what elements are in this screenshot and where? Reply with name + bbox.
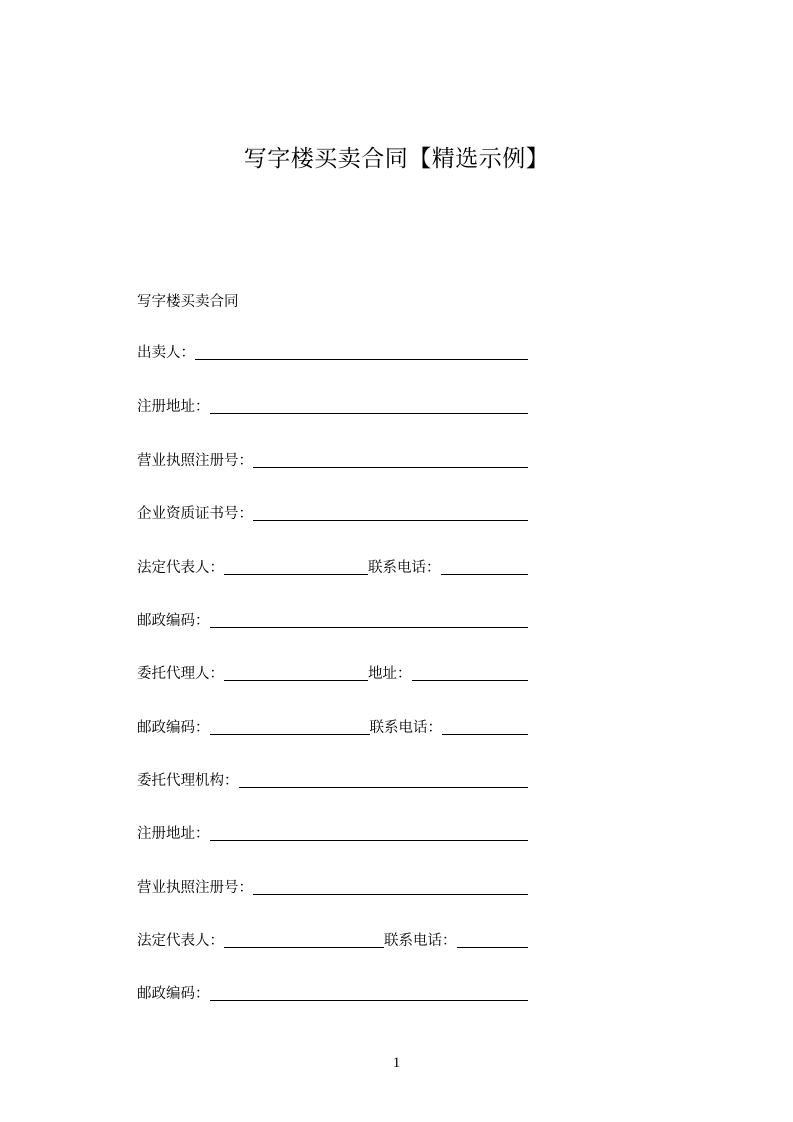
postcode-row (137, 611, 528, 631)
agent-blank[interactable] (224, 680, 368, 681)
page-number: 1 (392, 1055, 401, 1071)
agency-legal-rep-label: 法定代表人： (137, 933, 224, 949)
agent-phone-blank[interactable] (442, 734, 528, 735)
business-license-label: 营业执照注册号： (137, 453, 253, 469)
agent-postcode-row (137, 718, 528, 738)
agency-row (137, 771, 528, 791)
legal-rep-label: 法定代表人： (137, 560, 224, 576)
seller-row (137, 343, 528, 363)
agency-postcode-row (137, 984, 528, 1004)
reg-address-label: 注册地址： (137, 399, 210, 415)
agency-postcode-label: 邮政编码： (137, 986, 210, 1002)
agency-blank[interactable] (239, 787, 529, 788)
agent-row (137, 664, 528, 684)
agency-reg-address-blank[interactable] (210, 840, 529, 841)
agent-phone-label: 联系电话： (369, 720, 442, 736)
postcode-blank[interactable] (210, 627, 529, 628)
address-blank[interactable] (412, 680, 529, 681)
agency-phone-label: 联系电话： (384, 933, 457, 949)
postcode-label: 邮政编码： (137, 613, 210, 629)
reg-address-row (137, 397, 528, 417)
agency-label: 委托代理机构： (137, 773, 239, 789)
agent-postcode-label: 邮政编码： (137, 720, 210, 736)
phone-label: 联系电话： (368, 560, 441, 576)
agency-reg-address-row (137, 824, 528, 844)
phone-blank[interactable] (441, 574, 529, 575)
qualification-cert-row (137, 504, 528, 524)
agency-legal-rep-blank[interactable] (224, 947, 384, 948)
agency-business-license-label: 营业执照注册号： (137, 880, 253, 896)
agency-reg-address-label: 注册地址： (137, 826, 210, 842)
document-title: 写字楼买卖合同【精选示例】 (243, 146, 550, 172)
qualification-cert-label: 企业资质证书号： (137, 506, 253, 522)
agency-business-license-row (137, 878, 528, 898)
agency-phone-blank[interactable] (457, 947, 529, 948)
legal-rep-blank[interactable] (224, 574, 368, 575)
seller-blank[interactable] (195, 359, 528, 360)
business-license-row (137, 451, 528, 471)
legal-rep-row (137, 558, 528, 578)
address-label: 地址： (368, 666, 412, 682)
agency-postcode-blank[interactable] (210, 1000, 529, 1001)
agency-business-license-blank[interactable] (253, 894, 528, 895)
qualification-cert-blank[interactable] (253, 520, 528, 521)
business-license-blank[interactable] (253, 467, 528, 468)
contract-heading: 写字楼买卖合同 (137, 294, 239, 310)
agent-postcode-blank[interactable] (210, 734, 370, 735)
reg-address-blank[interactable] (210, 413, 529, 414)
agency-legal-rep-row (137, 931, 528, 951)
seller-label: 出卖人： (137, 345, 195, 361)
agent-label: 委托代理人： (137, 666, 224, 682)
